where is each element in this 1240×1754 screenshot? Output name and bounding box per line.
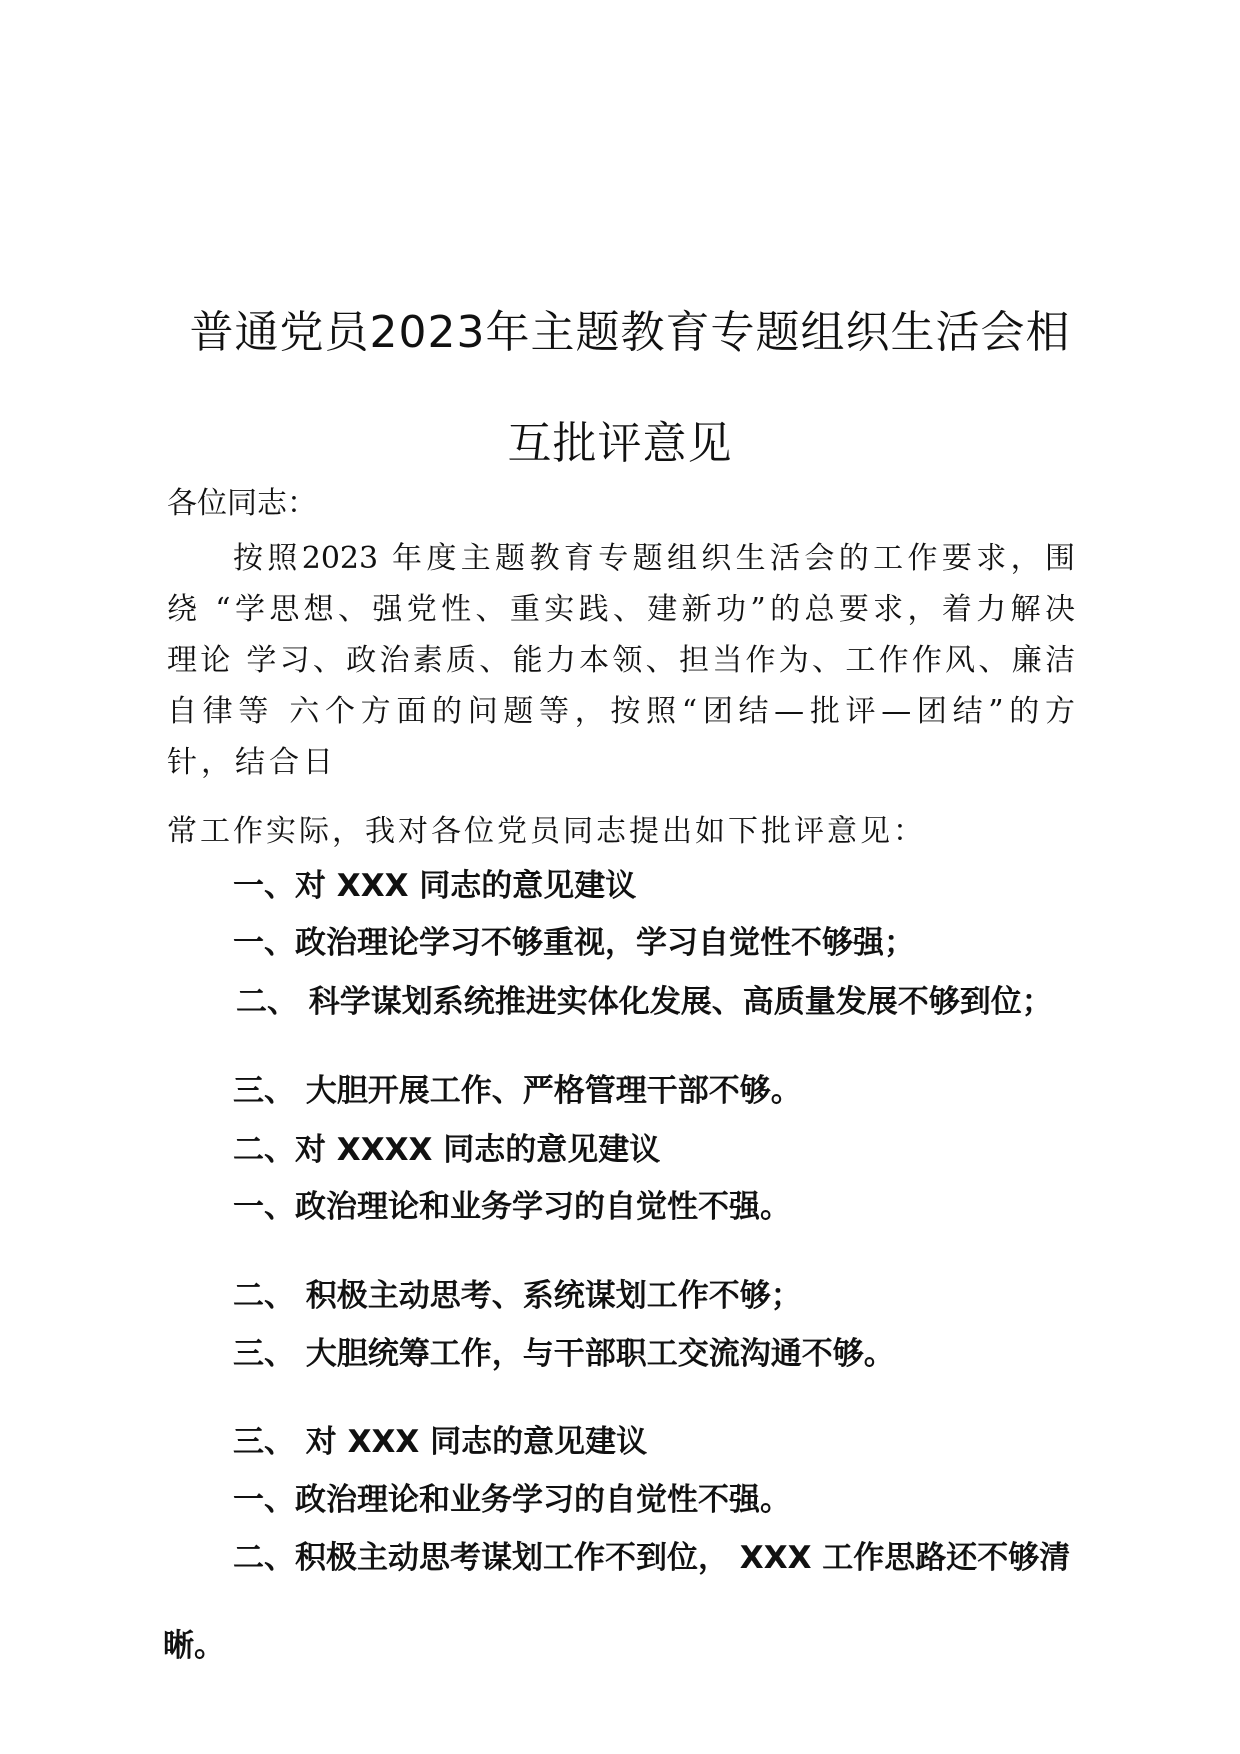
salutation: 各位同志： xyxy=(167,486,317,521)
section-item: 晰。 xyxy=(163,1628,225,1664)
document-title-line-2: 互批评意见 xyxy=(507,418,733,469)
intro-line: 常工作实际，我对各位党员同志提出如下批评意见： xyxy=(167,814,926,849)
section-item: 一、政治理论和业务学习的自觉性不强。 xyxy=(233,1482,791,1518)
intro-line: 理论 学习、政治素质、能力本领、担当作为、工作作风、廉洁 xyxy=(167,643,1075,678)
section-item: 一、政治理论学习不够重视，学习自觉性不够强； xyxy=(233,925,915,961)
section-item: 二、 积极主动思考、系统谋划工作不够； xyxy=(233,1278,802,1314)
section-item: 二、积极主动思考谋划工作不到位， XXX 工作思路还不够清 xyxy=(233,1540,1071,1576)
section-heading: 二、对 XXXX 同志的意见建议 xyxy=(233,1132,661,1168)
section-item: 一、政治理论和业务学习的自觉性不强。 xyxy=(233,1189,791,1225)
section-item: 三、 大胆统筹工作，与干部职工交流沟通不够。 xyxy=(233,1336,895,1372)
intro-line: 针，结合日 xyxy=(167,745,337,780)
document-title-line-1: 普通党员2023年主题教育专题组织生活会相 xyxy=(189,307,1071,358)
intro-line: 绕 “学思想、强党性、重实践、建新功”的总要求，着力解决 xyxy=(167,592,1075,627)
section-heading: 三、 对 XXX 同志的意见建议 xyxy=(233,1424,648,1460)
section-item: 二、 科学谋划系统推进实体化发展、高质量发展不够到位； xyxy=(236,984,1053,1020)
intro-line: 自律等 六个方面的问题等，按照“团结—批评—团结”的方 xyxy=(167,694,1075,729)
section-heading: 一、对 XXX 同志的意见建议 xyxy=(233,868,637,904)
intro-line: 按照2023 年度主题教育专题组织生活会的工作要求，围 xyxy=(233,541,1075,576)
section-item: 三、 大胆开展工作、严格管理干部不够。 xyxy=(233,1073,802,1109)
